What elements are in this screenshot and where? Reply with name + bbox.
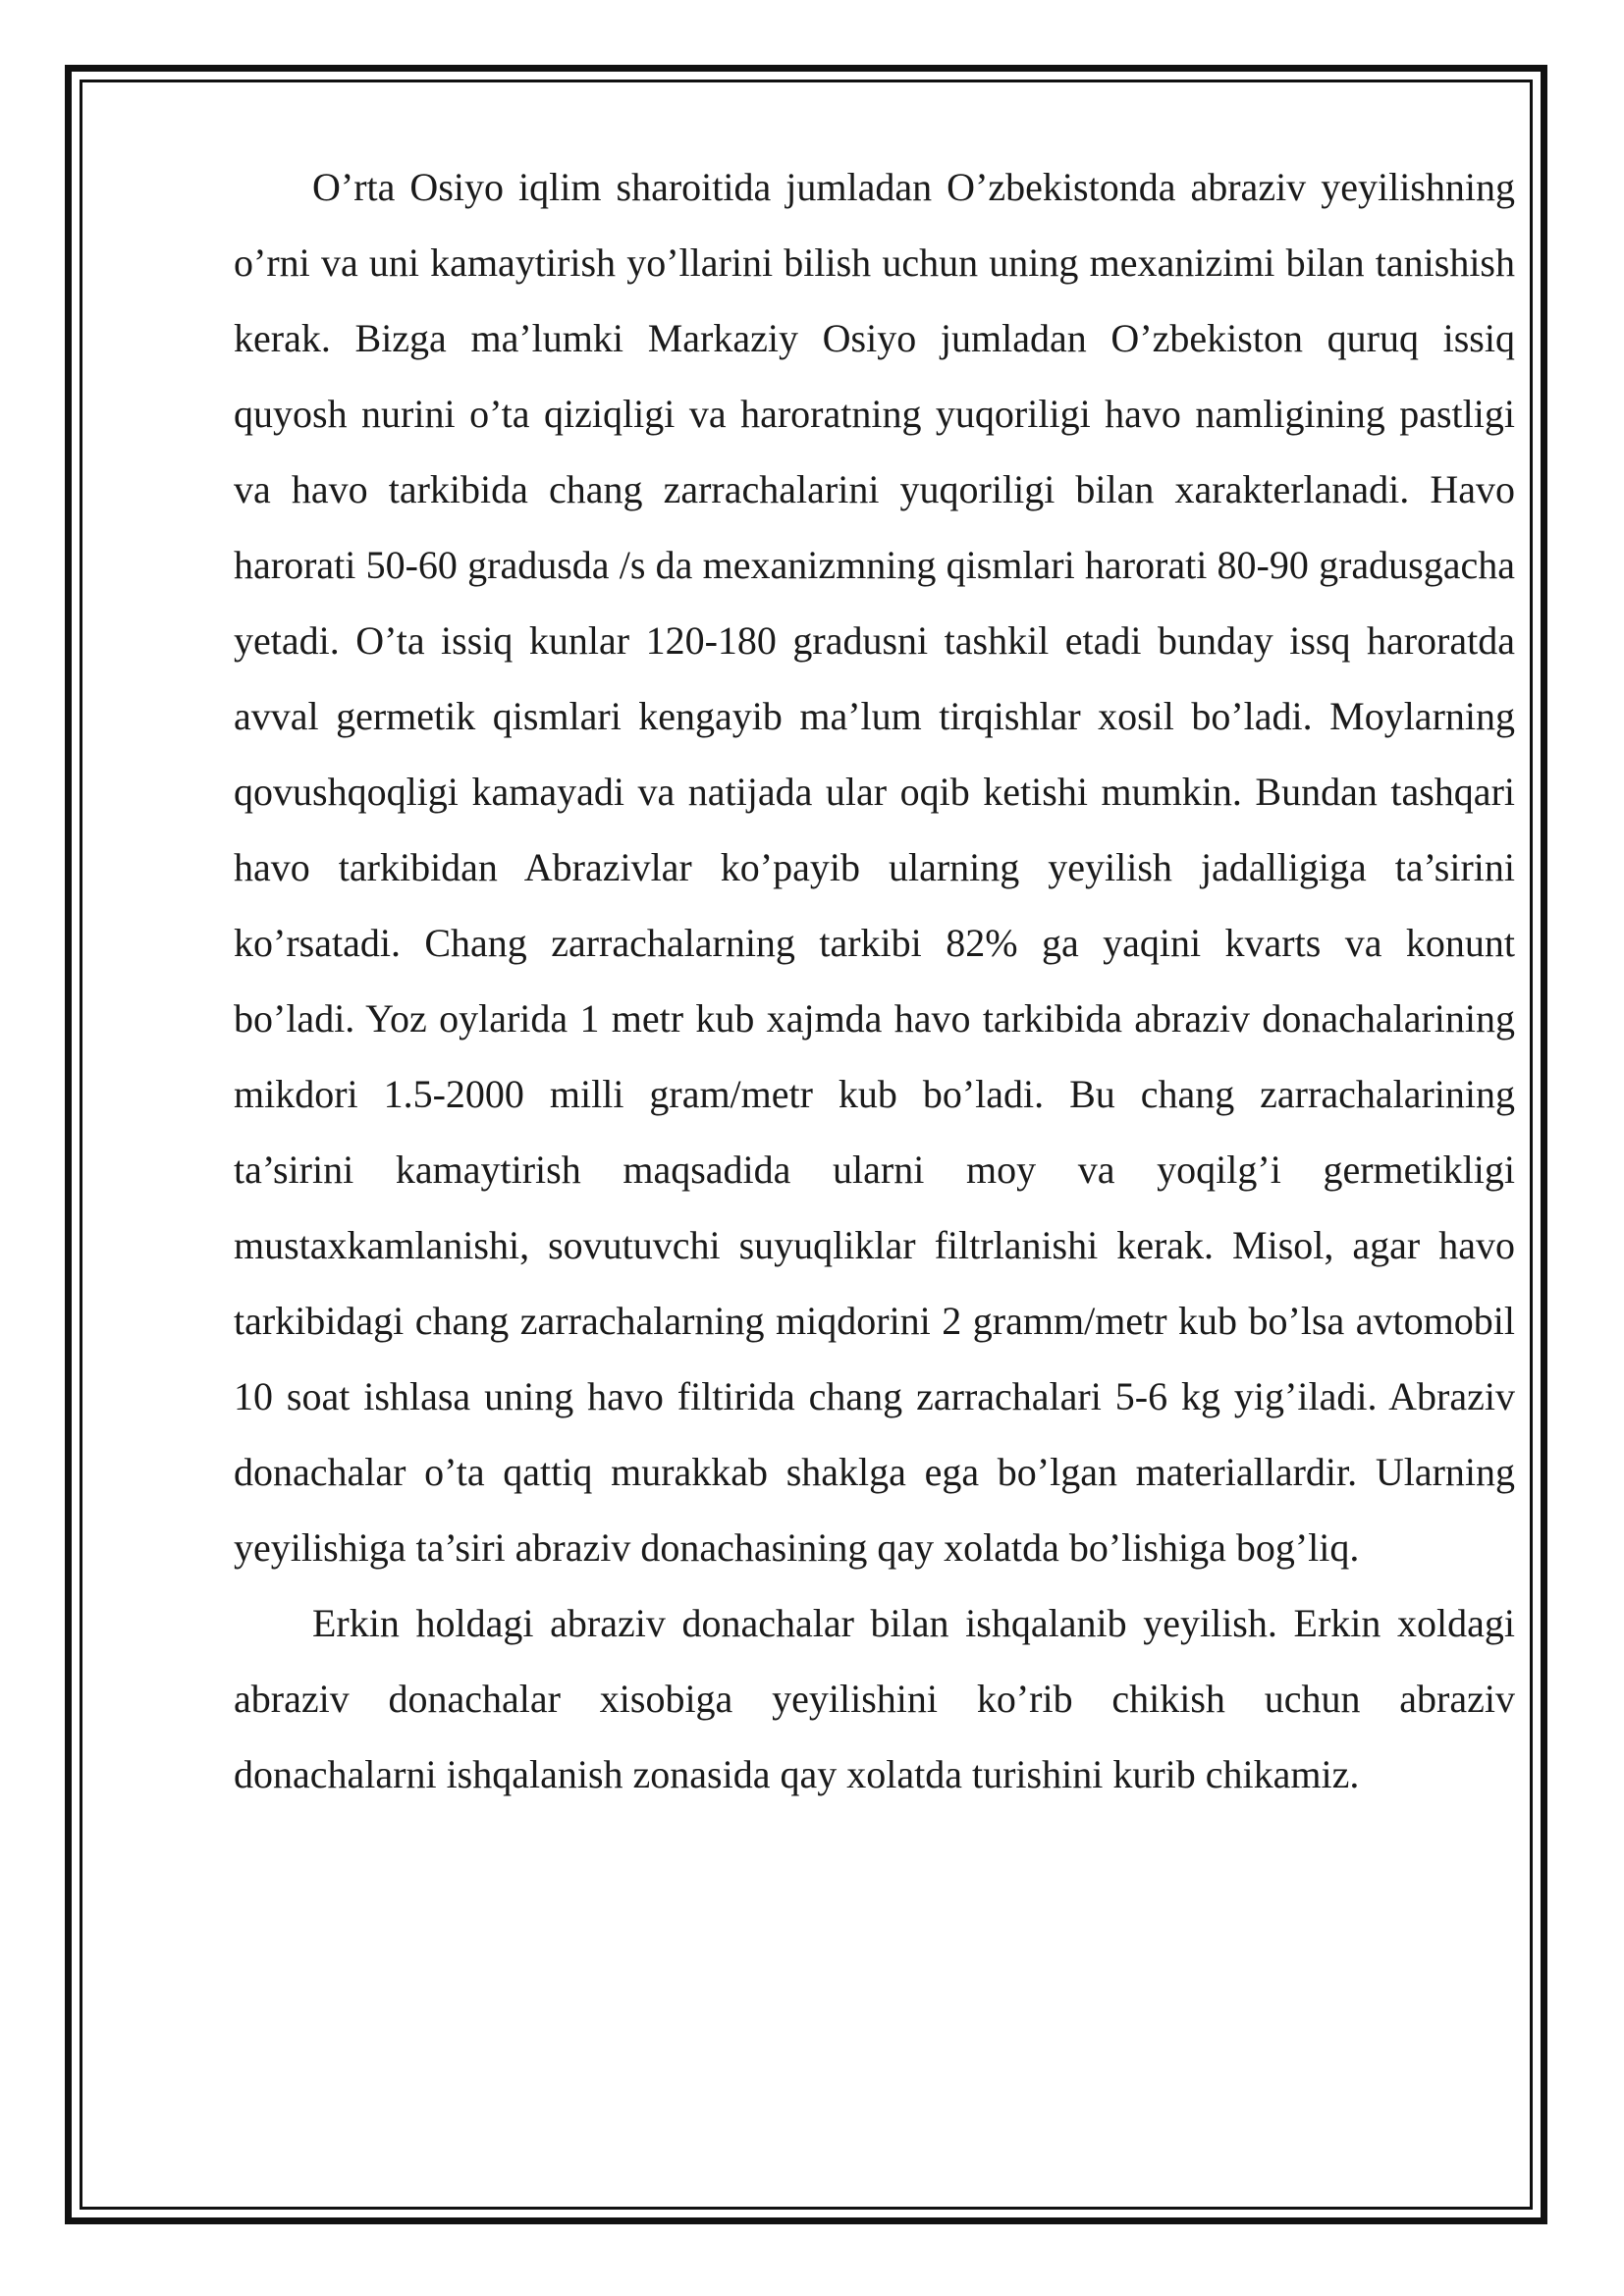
paragraph-2: Erkin holdagi abraziv donachalar bilan ishqalanib yeyilish. Erkin xoldagi abraziv donachalar xisobiga yeyilishini ko’rib chikish uchun abraziv donachalarni ishqalanish zonasida qay xolatda turishini kurib chikamiz. <box>234 1601 1515 1796</box>
paragraph-1: O’rta Osiyo iqlim sharoitida jumladan O’zbekistonda abraziv yeyilishning o’rni va uni kamaytirish yo’llarini bilish uchun uning mexanizimi bilan tanishish kerak. Bizga ma’lumki Markaziy Osiyo jumladan O’zbekiston quruq issiq quyosh nurini o’ta qiziqligi va haroratning yuqoriligi havo namligining pastligi va havo tarkibida chang zarrachalarini yuqoriligi bilan xarakterlanadi. Havo harorati 50-60 gradusda /s da mexanizmning qismlari harorati 80-90 gradusgacha yetadi. O’ta issiq kunlar 120-180 gradusni tashkil etadi bunday issq haroratda avval germetik qismlari kengayib ma’lum tirqishlar xosil bo’ladi. Moylarning qovushqoqligi kamayadi va natijada ular oqib ketishi mumkin. Bundan tashqari havo tarkibidan Abrazivlar ko’payib ularning yeyilish jadalligiga ta’sirini ko’rsatadi. Chang zarrachalarning tarkibi 82% ga yaqini kvarts va konunt bo’ladi. Yoz oylarida 1 metr kub xajmda havo tarkibida abraziv donachalarining mikdori 1.5-2000 milli gram/metr kub bo’ladi. Bu chang zarrachalarining ta’sirini kamaytirish maqsadida ularni moy va yoqilg’i germetikligi mustaxkamlanishi, sovutuvchi suyuqliklar filtrlanishi kerak. Misol, agar havo tarkibidagi chang zarrachalarning miqdorini 2 gramm/metr kub bo’lsa avtomobil 10 soat ishlasa uning havo filtirida chang zarrachalari 5-6 kg yig’iladi. Abraziv donachalar o’ta qattiq murakkab shaklga ega bo’lgan materiallardir. Ularning yeyilishiga ta’siri abraziv donachasining qay xolatda bo’lishiga bog’liq. <box>234 165 1515 1570</box>
document-body <box>234 149 1515 1812</box>
